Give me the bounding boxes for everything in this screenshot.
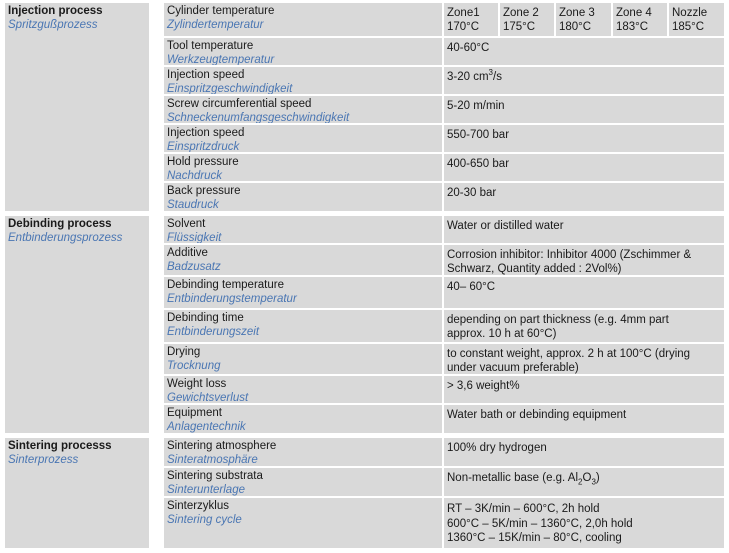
param-label-en: Debinding temperature: [167, 279, 284, 291]
section-injection-header: [5, 3, 149, 211]
zone-cell: [444, 3, 498, 36]
param-label-de: Flüssigkeit: [167, 231, 222, 243]
param-value-line: depending on part thickness (e.g. 4mm part: [447, 314, 669, 326]
param-label-de: Schneckenumfangsgeschwindigkeit: [167, 111, 350, 123]
zone-temp: 185°C: [672, 21, 705, 33]
value-cell: [444, 125, 724, 152]
value-cell: [444, 183, 724, 211]
param-label-en: Debinding time: [167, 312, 244, 324]
param-value-line: Corrosion inhibitor: Inhibitor 4000 (Zschimmer &: [447, 249, 692, 261]
param-value: 3-20 $cm^3/s$: [447, 68, 502, 83]
param-cell: [164, 405, 442, 433]
param-cell: [164, 498, 442, 548]
section-title-en: Sintering processs: [8, 440, 112, 452]
section-title-en: Injection process: [8, 5, 103, 17]
param-label-de: Gewichtsverlust: [167, 391, 249, 403]
param-label-de: Trocknung: [167, 359, 221, 372]
param-cell: [164, 310, 442, 342]
value-cell: [444, 96, 724, 123]
value-cell: [444, 405, 724, 433]
param-cell: [164, 277, 442, 308]
param-cell: [164, 245, 442, 275]
param-label-de: Werkzeugtemperatur: [167, 53, 275, 65]
param-label-en: Injection speed: [167, 69, 245, 81]
section-title-en: Debinding process: [8, 218, 112, 230]
zone-label: Zone 4: [616, 7, 652, 19]
param-label-de: Anlagentechnik: [167, 420, 246, 433]
section-title-de: Spritzgußprozess: [8, 18, 98, 31]
param-label-en: Injection speed: [167, 127, 245, 139]
param-label-de: Einspritzdruck: [167, 140, 240, 152]
section-title-de: Sinterprozess: [8, 453, 79, 466]
value-cell: [444, 216, 724, 243]
param-cell: [164, 125, 442, 152]
param-label-de: Entbinderungszeit: [167, 325, 260, 338]
param-value: 5-20 m/min: [447, 100, 505, 112]
zone-cell: [613, 3, 667, 36]
param-cell: [164, 376, 442, 403]
param-label-en: Screw circumferential speed: [167, 98, 312, 110]
param-label-en: Sinterzyklus: [167, 500, 229, 512]
param-cell: [164, 438, 442, 466]
zone-temp: 170°C: [447, 21, 480, 33]
param-value: Non-metallic base (e.g. $Al_2O_3$): [447, 472, 600, 487]
param-value-line: to constant weight, approx. 2 h at 100°C (drying: [447, 348, 691, 360]
zone-label: Zone 3: [559, 7, 595, 19]
param-value-line: under vacuum preferable): [447, 361, 579, 374]
param-label-de: Sintering cycle: [167, 513, 242, 526]
section-title-de: Entbinderungsprozess: [8, 231, 123, 244]
param-label-de: Sinteratmosphäre: [167, 453, 258, 466]
param-label-en: Additive: [167, 247, 208, 259]
value-cell: [444, 154, 724, 181]
param-value: 40– 60°C: [447, 281, 496, 293]
param-cell: [164, 216, 442, 243]
param-value-line: 600°C – 5K/min – 1360°C, 2,0h hold: [447, 517, 633, 530]
param-cell: [164, 183, 442, 211]
value-cell: [444, 245, 724, 275]
param-cell: [164, 3, 442, 36]
param-value: 100% dry hydrogen: [447, 442, 547, 454]
param-label-en: Hold pressure: [167, 156, 239, 168]
value-cell: [444, 498, 724, 548]
param-label-en: Cylinder temperature: [167, 5, 275, 17]
param-cell: [164, 96, 442, 123]
param-label-de: Nachdruck: [167, 169, 222, 181]
param-value: 20-30 bar: [447, 187, 497, 199]
zone-temp: 183°C: [616, 21, 649, 33]
param-label-en: Tool temperature: [167, 40, 254, 52]
zone-cell: [669, 3, 724, 36]
zone-cell: [556, 3, 611, 36]
param-value-line: 1360°C – 15K/min – 80°C, cooling: [447, 532, 622, 544]
param-cell: [164, 38, 442, 65]
param-label-en: Solvent: [167, 218, 206, 230]
param-value: 40-60°C: [447, 42, 490, 54]
param-cell: [164, 468, 442, 496]
zone-label: Nozzle: [672, 7, 708, 19]
param-label-de: Entbinderungstemperatur: [167, 292, 297, 305]
param-value: > 3,6 weight%: [447, 380, 520, 392]
param-label-de: Staudruck: [167, 198, 219, 211]
value-cell: [444, 277, 724, 308]
param-value: Water or distilled water: [447, 220, 564, 232]
param-label-de: Sinterunterlage: [167, 483, 245, 496]
param-label-en: Sintering atmosphere: [167, 440, 277, 452]
param-label-en: Weight loss: [167, 378, 227, 390]
value-cell: [444, 310, 724, 342]
section-sintering-header: [5, 438, 149, 548]
param-label-en: Drying: [167, 346, 201, 358]
param-cell: [164, 67, 442, 94]
value-cell: [444, 344, 724, 374]
param-label-en: Back pressure: [167, 185, 241, 197]
param-label-de: Badzusatz: [167, 260, 221, 273]
value-cell: [444, 67, 724, 94]
value-cell: [444, 376, 724, 403]
param-label-de: Einspritzgeschwindigkeit: [167, 82, 293, 94]
param-label-en: Sintering substrata: [167, 470, 263, 482]
zone-temp: 180°C: [559, 21, 592, 33]
zone-temp: 175°C: [503, 21, 536, 33]
param-label-en: Equipment: [167, 407, 222, 419]
value-cell: [444, 468, 724, 496]
value-cell: [444, 438, 724, 466]
param-label-de: Zylindertemperatur: [167, 18, 264, 31]
param-value-line: RT – 3K/min – 600°C, 2h hold: [447, 503, 600, 515]
param-value: 400-650 bar: [447, 158, 510, 170]
value-cell: [444, 38, 724, 65]
zone-label: Zone 2: [503, 7, 539, 19]
param-value-line: approx. 10 h at 60°C): [447, 327, 557, 340]
param-cell: [164, 154, 442, 181]
param-value: 550-700 bar: [447, 129, 510, 141]
zone-label: Zone1: [447, 7, 480, 19]
zone-cell: [500, 3, 554, 36]
param-value: Water bath or debinding equipment: [447, 409, 627, 421]
param-cell: [164, 344, 442, 374]
section-debinding-header: [5, 216, 149, 433]
param-value-line: Schwarz, Quantity added : 2Vol%): [447, 262, 622, 275]
